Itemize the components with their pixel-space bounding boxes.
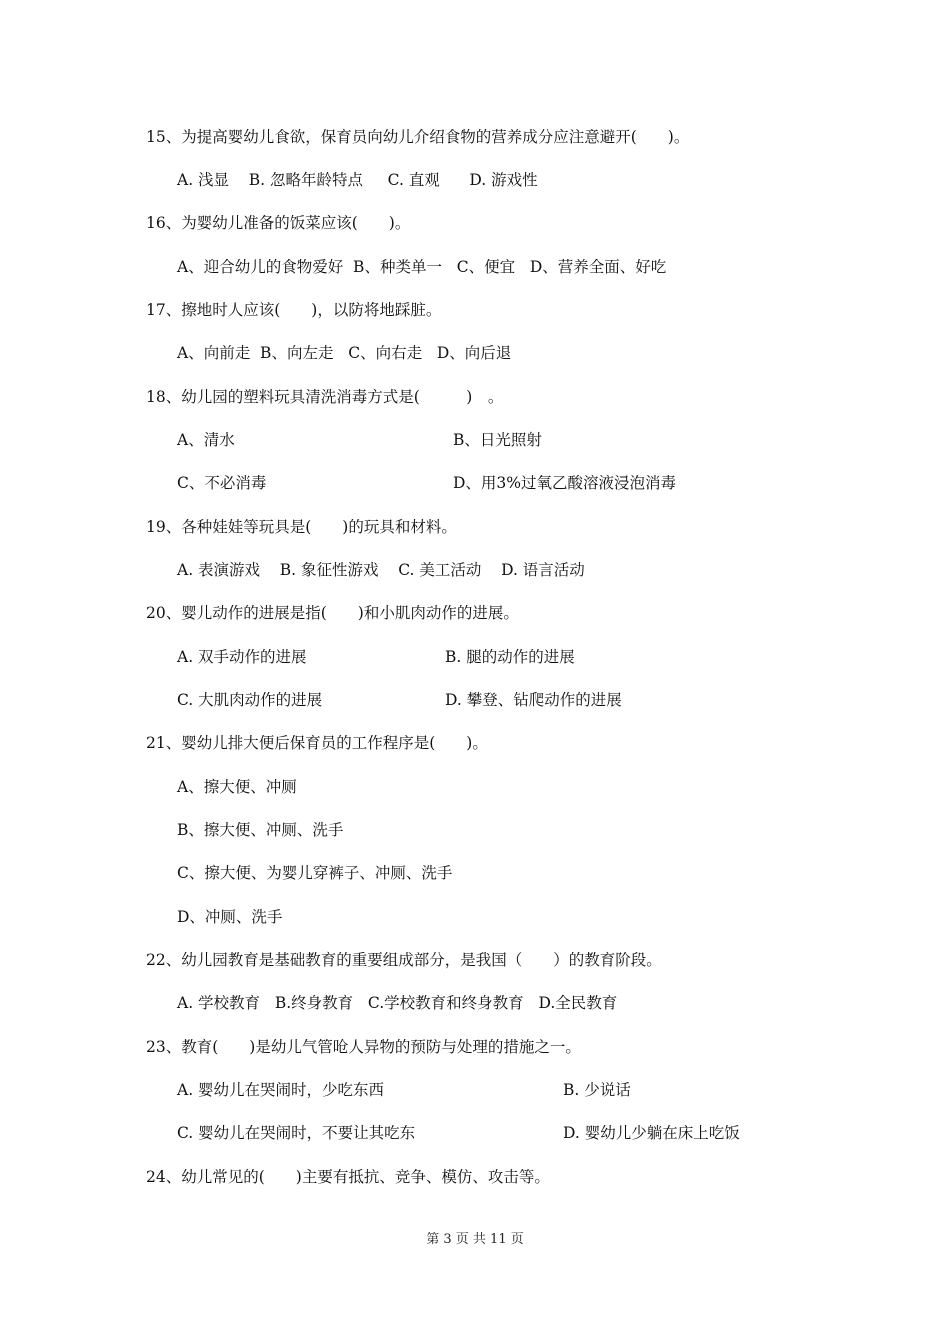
question-24-stem: 24、幼儿常见的( )主要有抵抗、竞争、模仿、攻击等。 bbox=[146, 1168, 550, 1186]
question-18-option-b: B、日光照射 bbox=[453, 431, 542, 449]
question-23-option-a: A. 婴幼儿在哭闹时，少吃东西 bbox=[177, 1081, 385, 1099]
question-23-stem: 23、教育( )是幼儿气管呛人异物的预防与处理的措施之一。 bbox=[146, 1038, 581, 1056]
question-19-stem: 19、各种娃娃等玩具是( )的玩具和材料。 bbox=[146, 518, 457, 536]
question-15-options: A. 浅显 B. 忽略年龄特点 C. 直观 D. 游戏性 bbox=[177, 171, 538, 189]
question-21-option-a: A、擦大便、冲厕 bbox=[177, 778, 297, 796]
question-16-stem: 16、为婴幼儿准备的饭菜应该( )。 bbox=[146, 214, 411, 232]
question-20-option-c: C. 大肌肉动作的进展 bbox=[177, 691, 323, 709]
question-19-options: A. 表演游戏 B. 象征性游戏 C. 美工活动 D. 语言活动 bbox=[177, 561, 585, 579]
question-20-option-b: B. 腿的动作的进展 bbox=[445, 648, 575, 666]
question-20-option-d: D. 攀登、钻爬动作的进展 bbox=[445, 691, 622, 709]
question-22-options: A. 学校教育 B.终身教育 C.学校教育和终身教育 D.全民教育 bbox=[177, 994, 618, 1012]
question-18-option-a: A、清水 bbox=[177, 431, 235, 449]
question-18-option-d: D、用3%过氧乙酸溶液浸泡消毒 bbox=[453, 474, 677, 492]
question-15-stem: 15、为提高婴幼儿食欲，保育员向幼儿介绍食物的营养成分应注意避开( )。 bbox=[146, 128, 690, 146]
page-footer: 第 3 页 共 11 页 bbox=[426, 1232, 524, 1247]
question-16-options: A、迎合幼儿的食物爱好 B、种类单一 C、便宜 D、营养全面、好吃 bbox=[177, 258, 667, 276]
question-21-option-d: D、冲厕、洗手 bbox=[177, 908, 283, 926]
question-21-option-b: B、擦大便、冲厕、洗手 bbox=[177, 821, 344, 839]
question-23-option-d: D. 婴幼儿少躺在床上吃饭 bbox=[563, 1124, 740, 1142]
question-17-options: A、向前走 B、向左走 C、向右走 D、向后退 bbox=[177, 344, 512, 362]
question-18-stem: 18、幼儿园的塑料玩具清洗消毒方式是( ) 。 bbox=[146, 388, 504, 406]
question-20-option-a: A. 双手动作的进展 bbox=[177, 648, 307, 666]
question-18-option-c: C、不必消毒 bbox=[177, 474, 267, 492]
question-22-stem: 22、幼儿园教育是基础教育的重要组成部分，是我国（ ）的教育阶段。 bbox=[146, 951, 662, 969]
question-23-option-b: B. 少说话 bbox=[563, 1081, 631, 1099]
question-21-stem: 21、婴幼儿排大便后保育员的工作程序是( )。 bbox=[146, 734, 488, 752]
question-21-option-c: C、擦大便、为婴儿穿裤子、冲厕、洗手 bbox=[177, 864, 453, 882]
question-20-stem: 20、婴儿动作的进展是指( )和小肌肉动作的进展。 bbox=[146, 604, 519, 622]
question-23-option-c: C. 婴幼儿在哭闹时，不要让其吃东 bbox=[177, 1124, 416, 1142]
question-17-stem: 17、擦地时人应该( )，以防将地踩脏。 bbox=[146, 301, 442, 319]
